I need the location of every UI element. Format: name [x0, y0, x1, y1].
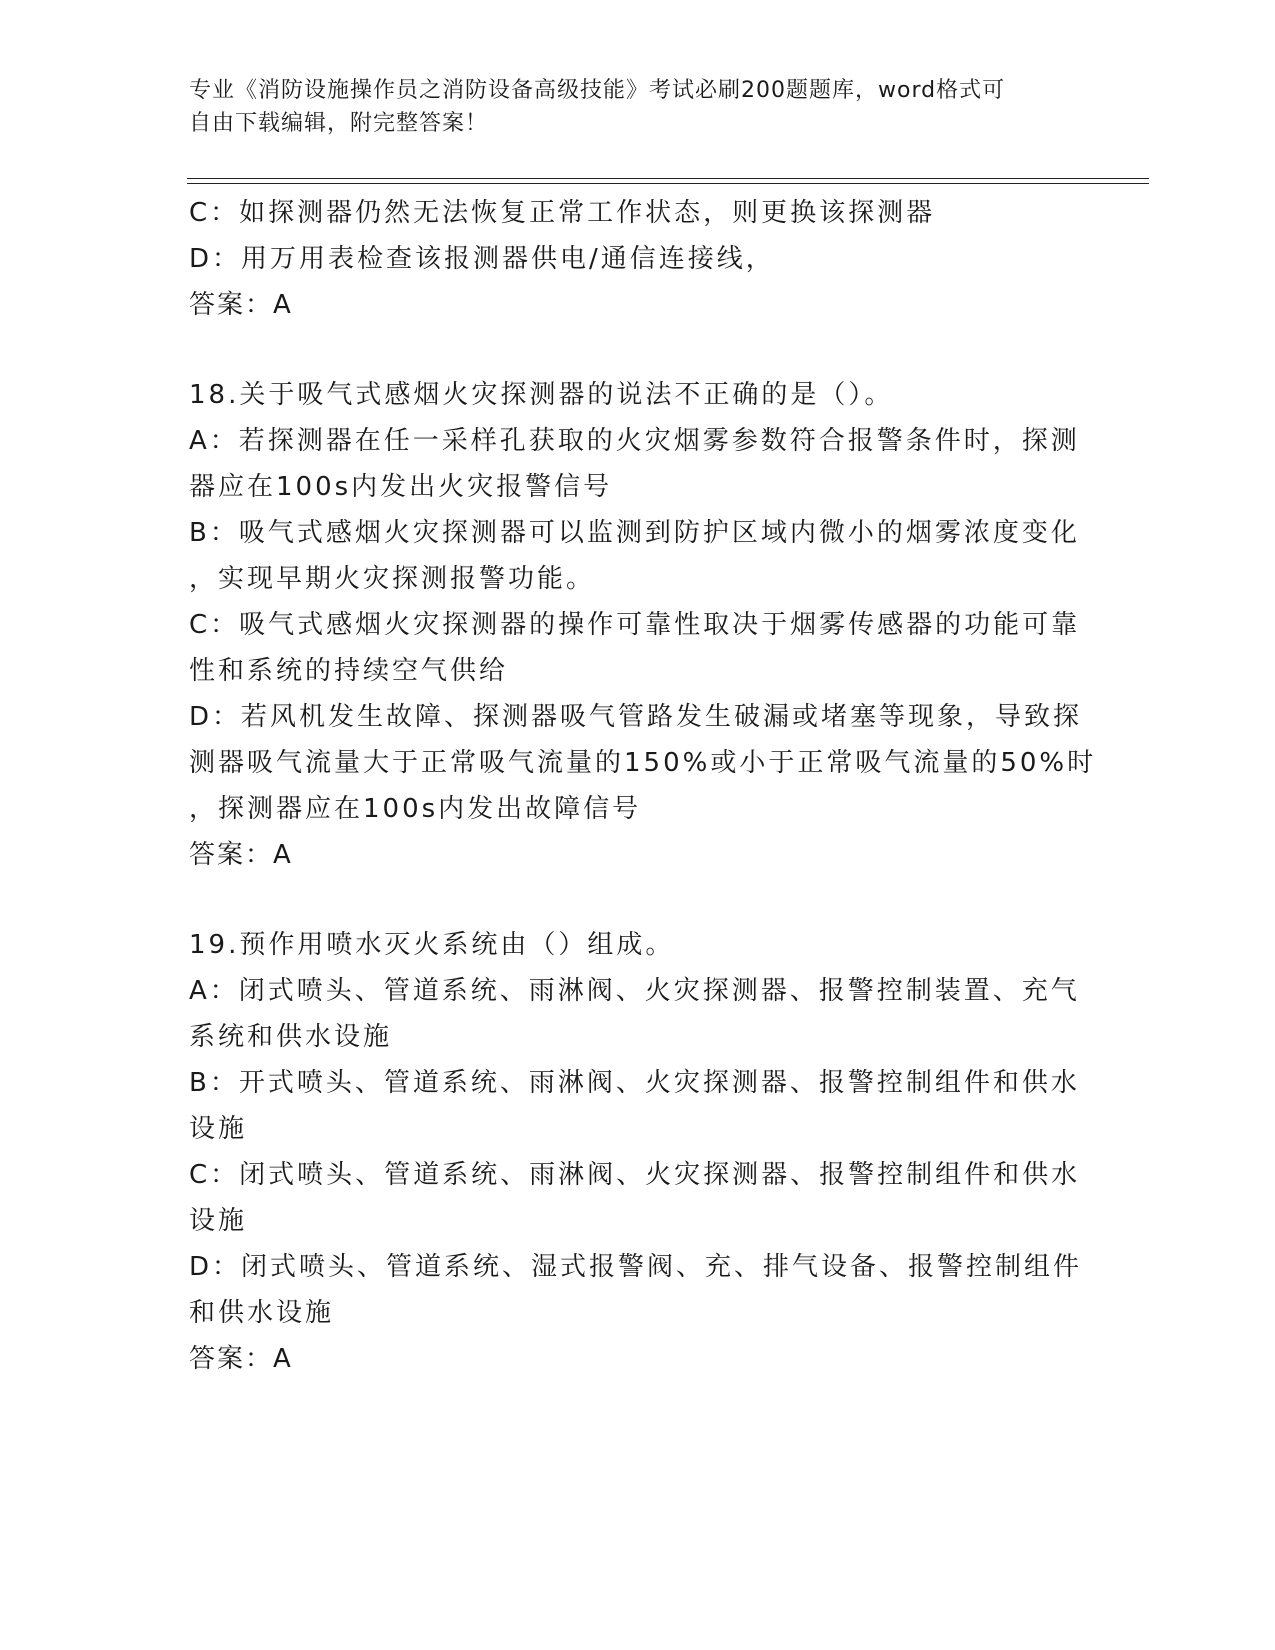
q18-option-c-line-1: C：吸气式感烟火灾探测器的操作可靠性取决于烟雾传感器的功能可靠	[189, 610, 1081, 640]
header-title-line-1: 专业《消防设施操作员之消防设备高级技能》考试必刷200题题库，word格式可	[189, 78, 1006, 103]
q18-option-b-line-1: B：吸气式感烟火灾探测器可以监测到防护区域内微小的烟雾浓度变化	[189, 518, 1080, 548]
question-content	[189, 190, 1097, 1382]
header-title-line-2: 自由下载编辑，附完整答案！	[189, 111, 489, 136]
q19-option-a-line-1: A：闭式喷头、管道系统、雨淋阀、火灾探测器、报警控制装置、充气	[189, 976, 1080, 1006]
q19-option-d-line-2: 和供水设施	[189, 1298, 335, 1328]
q18-stem: 18.关于吸气式感烟火灾探测器的说法不正确的是（）。	[189, 380, 894, 410]
prev-answer: 答案：A	[189, 290, 293, 320]
question-19	[189, 922, 1083, 1382]
q18-option-d-line-1: D：若风机发生故障、探测器吸气管路发生破漏或堵塞等现象，导致探	[189, 702, 1083, 732]
spacer	[189, 878, 1079, 922]
question-18	[189, 372, 1097, 878]
q19-option-a-line-2: 系统和供水设施	[189, 1022, 393, 1052]
spacer	[189, 328, 1079, 372]
header-rule-bottom	[187, 183, 1149, 184]
q19-answer: 答案：A	[189, 1344, 293, 1374]
q18-option-d-line-2: 测器吸气流量大于正常吸气流量的150%或小于正常吸气流量的50%时	[189, 748, 1097, 778]
q19-option-d-line-1: D：闭式喷头、管道系统、湿式报警阀、充、排气设备、报警控制组件	[189, 1252, 1083, 1282]
q18-option-c-line-2: 性和系统的持续空气供给	[189, 656, 509, 686]
document-header	[189, 74, 1069, 140]
q19-option-b-line-2: 设施	[189, 1114, 248, 1144]
prev-option-c: C：如探测器仍然无法恢复正常工作状态，则更换该探测器	[189, 198, 936, 228]
q18-option-b-line-2: ，实现早期火灾探测报警功能。	[189, 564, 596, 594]
q19-stem: 19.预作用喷水灭火系统由（）组成。	[189, 930, 675, 960]
q19-option-b-line-1: B：开式喷头、管道系统、雨淋阀、火灾探测器、报警控制组件和供水	[189, 1068, 1080, 1098]
q19-option-c-line-1: C：闭式喷头、管道系统、雨淋阀、火灾探测器、报警控制组件和供水	[189, 1160, 1081, 1190]
q18-option-a-line-2: 器应在100s内发出火灾报警信号	[189, 472, 613, 502]
q18-answer: 答案：A	[189, 840, 293, 870]
header-rule-top	[187, 178, 1149, 179]
prev-option-d: D：用万用表检查该报测器供电/通信连接线，	[189, 244, 775, 274]
q18-option-a-line-1: A：若探测器在任一采样孔获取的火灾烟雾参数符合报警条件时，探测	[189, 426, 1080, 456]
previous-question-tail	[189, 190, 1079, 328]
q18-option-d-line-3: ，探测器应在100s内发出故障信号	[189, 794, 642, 824]
q19-option-c-line-2: 设施	[189, 1206, 248, 1236]
